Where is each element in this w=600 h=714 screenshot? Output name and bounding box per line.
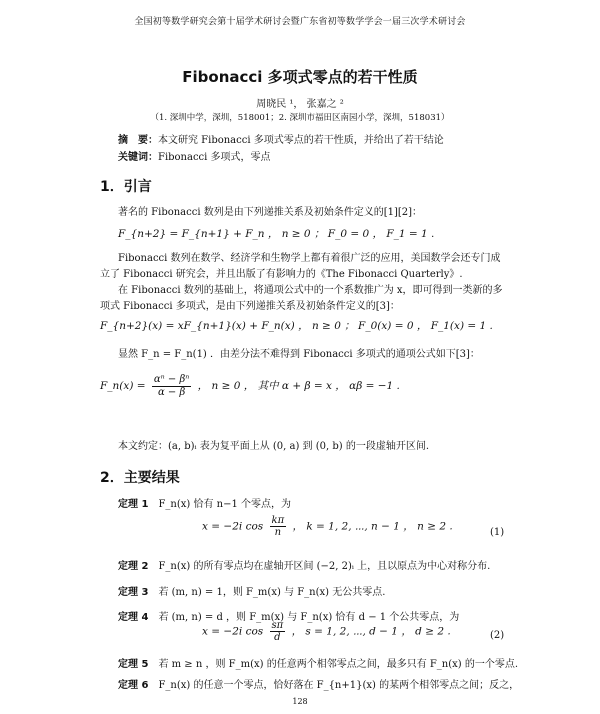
binet-numerator: αⁿ − βⁿ [153, 374, 190, 385]
keywords-text: Fibonacci 多项式，零点 [158, 152, 271, 163]
paper-title: Fibonacci 多项式零点的若干性质 [182, 68, 418, 86]
keywords-label: 关键词： [118, 152, 158, 163]
authors: 周晓民 ¹， 张嘉之 ² [256, 99, 344, 110]
eq2-rhs: ， s = 1, 2, ⋯, d − 1 ， d ≥ 2 . [291, 625, 451, 638]
equation-2 [202, 620, 451, 643]
theorem-6-label: 定理 6 [118, 680, 149, 691]
polynomial-recurrence-formula: F_{n+2}(x) = xF_{n+1}(x) + F_n(x) ， n ≥ 0 ； F_0(x) = 0 ， F_1(x) = 1 . [100, 320, 493, 332]
affiliations: （1. 深圳中学，深圳，518001；2. 深圳市福田区南园小学，深圳，518031） [150, 113, 450, 123]
intro-paragraph-2-line-1: Fibonacci 数列在数学、经济学和生物学上都有着很广泛的应用，美国数学会还专门成 [118, 253, 501, 264]
theorem-2-text: F_n(x) 的所有零点均在虚轴开区间 (−2, 2)ᵢ 上，且以原点为中心对称分布. [158, 561, 491, 572]
equation-1-number: (1) [490, 527, 505, 538]
theorem-2 [118, 557, 490, 572]
intro-paragraph-3-line-1: 在 Fibonacci 数列的基础上，将通项公式中的一个系数推广为 x，即可得到一类新的多 [118, 285, 503, 296]
theorem-1-text: F_n(x) 恰有 n−1 个零点，为 [158, 499, 291, 510]
keywords [118, 148, 271, 163]
theorem-3-label: 定理 3 [118, 587, 149, 598]
eq1-numerator: kπ [271, 515, 285, 526]
intro-paragraph-2-line-2: 立了 Fibonacci 研究会，并且出版了有影响力的《The Fibonacci Quarterly》. [100, 269, 463, 280]
fibonacci-recurrence-formula: F_{n+2} = F_{n+1} + F_n ， n ≥ 0 ； F_0 = 0 ， F_1 = 1 . [118, 228, 435, 240]
binet-formula [100, 374, 400, 398]
eq1-fraction [270, 515, 287, 538]
theorem-5 [118, 655, 518, 670]
theorem-4-text: 若 (m, n) = d ，则 F_m(x) 与 F_n(x) 恰有 d − 1 个公共零点，为 [158, 612, 460, 623]
eq1-rhs: ， k = 1, 2, ⋯, n − 1 ， n ≥ 2 . [292, 520, 453, 533]
intro-paragraph-3-line-2: 项式 Fibonacci 多项式，是由下列递推关系及初始条件定义的[3]： [100, 301, 400, 312]
theorem-3-text: 若 (m, n) = 1，则 F_m(x) 与 F_n(x) 无公共零点. [158, 587, 386, 598]
intro-paragraph-5: 本文约定：(a, b)ᵢ 表为复平面上从 (0, a) 到 (0, b) 的一段虚轴开区间. [118, 441, 430, 452]
eq2-lhs: x = −2i cos [202, 625, 264, 638]
theorem-5-text: 若 m ≥ n ，则 F_m(x) 的任意两个相邻零点之间，最多只有 F_n(x) 的一个零点. [158, 659, 519, 670]
binet-fraction [152, 374, 191, 398]
eq2-numerator: sπ [271, 620, 284, 631]
theorem-5-label: 定理 5 [118, 659, 149, 670]
abstract-text: 本文研究 Fibonacci 多项式零点的若干性质，并给出了若干结论 [158, 135, 444, 146]
abstract [118, 131, 444, 146]
equation-1 [202, 515, 453, 538]
theorem-2-label: 定理 2 [118, 561, 149, 572]
eq2-fraction [270, 620, 286, 643]
binet-denominator: α − β [157, 386, 186, 398]
theorem-6 [118, 676, 519, 691]
theorem-6-text: F_n(x) 的任意一个零点，恰好落在 F_{n+1}(x) 的某两个相邻零点之间；反之， [158, 680, 520, 691]
theorem-3 [118, 583, 385, 598]
binet-lhs: F_n(x) = [100, 380, 146, 392]
section-heading-results: 2．主要结果 [100, 470, 180, 486]
eq2-denominator: d [274, 632, 281, 643]
equation-2-number: (2) [490, 630, 505, 641]
theorem-1 [118, 495, 291, 510]
eq1-lhs: x = −2i cos [202, 520, 264, 533]
theorem-4-label: 定理 4 [118, 612, 149, 623]
eq1-denominator: n [274, 527, 282, 538]
page-number: 128 [292, 697, 308, 706]
theorem-1-label: 定理 1 [118, 499, 149, 510]
intro-paragraph-4: 显然 F_n = F_n(1) ．由差分法不难得到 Fibonacci 多项式的通项公式如下[3]： [118, 349, 480, 360]
running-header: 全国初等数学研究会第十届学术研讨会暨广东省初等数学学会一届三次学术研讨会 [134, 17, 466, 27]
section-heading-intro: 1．引言 [100, 179, 152, 195]
binet-rhs: ， n ≥ 0 ， 其中 α + β = x ， αβ = −1 . [197, 380, 400, 392]
abstract-label: 摘 要： [118, 135, 158, 146]
intro-paragraph-1: 著名的 Fibonacci 数列是由下列递推关系及初始条件定义的[1][2]： [118, 207, 423, 218]
